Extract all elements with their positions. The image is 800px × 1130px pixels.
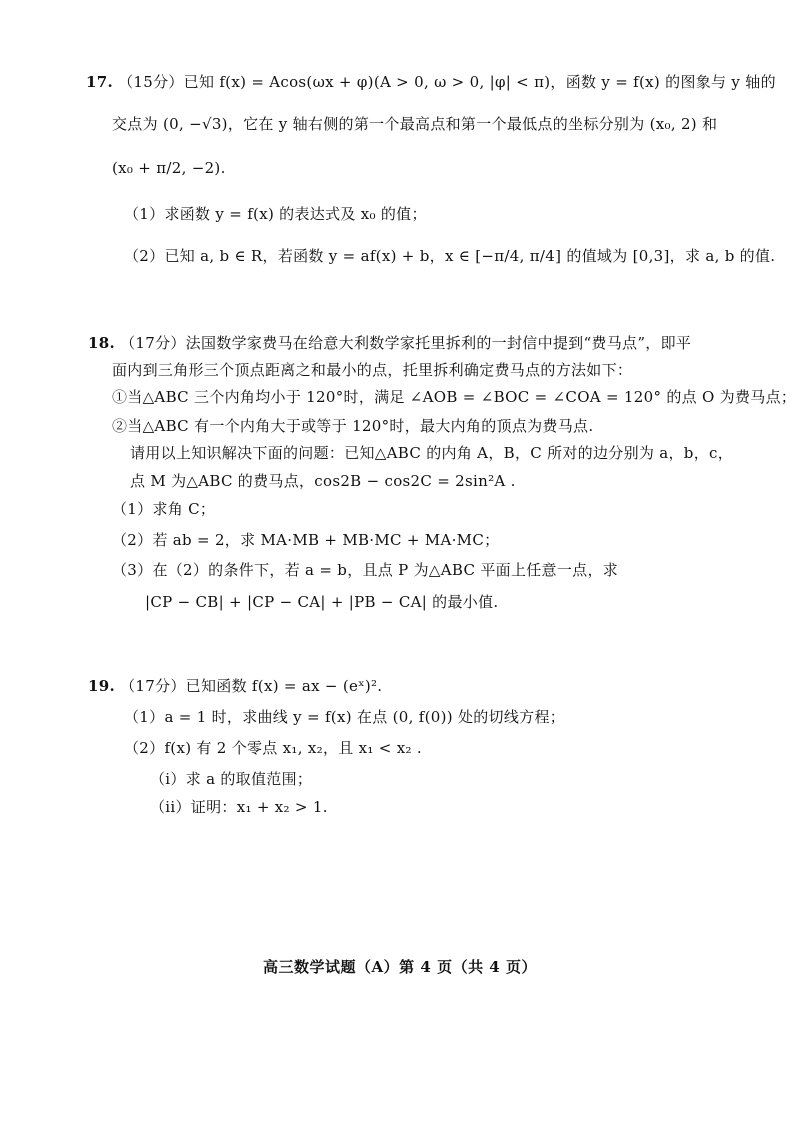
q18-line-1 bbox=[88, 333, 691, 353]
q18-case-1: ①当△ABC 三个内角均小于 120°时，满足 ∠AOB = ∠BOC = ∠COA = 120° 的点 O 为费马点； bbox=[112, 388, 797, 406]
q19-number: 19. bbox=[88, 677, 115, 695]
q17-number: 17. bbox=[86, 73, 113, 91]
q18-stem-2: 面内到三角形三个顶点距离之和最小的点，托里拆利确定费马点的方法如下： bbox=[112, 361, 633, 379]
q17-stem-1: （15分）已知 f(x) = Acos(ωx + φ)(A > 0, ω > 0, |φ| < π)，函数 y = f(x) 的图象与 y 轴的 bbox=[118, 73, 776, 91]
q18-stem-1: （17分）法国数学家费马在给意大利数学家托里拆利的一封信中提到“费马点”，即平 bbox=[120, 334, 692, 352]
q17-part-1: （1）求函数 y = f(x) 的表达式及 x₀ 的值； bbox=[124, 205, 427, 223]
q19-part-2-i: （i）求 a 的取值范围； bbox=[150, 770, 313, 788]
q17-stem-3: (x₀ + π/2, −2). bbox=[112, 159, 226, 177]
q18-part-3-expression: |CP − CB| + |CP − CA| + |PB − CA| 的最小值. bbox=[145, 593, 499, 611]
q19-line-1 bbox=[88, 676, 382, 696]
q17-part-2: （2）已知 a, b ∈ R，若函数 y = af(x) + b，x ∈ [−π/4, π/4] 的值域为 [0,3]，求 a, b 的值. bbox=[124, 247, 776, 265]
page-footer: 高三数学试题（A）第 4 页（共 4 页） bbox=[263, 958, 537, 976]
q19-stem-1: （17分）已知函数 f(x) = ax − (eˣ)². bbox=[120, 677, 383, 695]
q18-stem-3: 请用以上知识解决下面的问题：已知△ABC 的内角 A，B，C 所对的边分别为 a，b，c， bbox=[130, 444, 733, 462]
q18-part-1: （1）求角 C； bbox=[112, 500, 216, 518]
q19-part-1: （1）a = 1 时，求曲线 y = f(x) 在点 (0, f(0)) 处的切线方程； bbox=[124, 708, 566, 726]
q18-case-2: ②当△ABC 有一个内角大于或等于 120°时，最大内角的顶点为费马点. bbox=[112, 417, 594, 435]
q18-number: 18. bbox=[88, 334, 115, 352]
q17-line-1 bbox=[86, 72, 776, 92]
q19-part-2: （2）f(x) 有 2 个零点 x₁, x₂，且 x₁ < x₂ . bbox=[124, 739, 422, 757]
q18-part-2: （2）若 ab = 2，求 MA·MB + MB·MC + MA·MC； bbox=[112, 531, 500, 549]
q18-part-3: （3）在（2）的条件下，若 a = b，且点 P 为△ABC 平面上任意一点，求 bbox=[112, 561, 619, 579]
q17-stem-2: 交点为 (0, −√3)，它在 y 轴右侧的第一个最高点和第一个最低点的坐标分别为 (x₀, 2) 和 bbox=[112, 115, 718, 133]
q18-stem-4: 点 M 为△ABC 的费马点，cos2B − cos2C = 2sin²A . bbox=[130, 472, 516, 490]
q19-part-2-ii: （ii）证明：x₁ + x₂ > 1. bbox=[150, 798, 328, 816]
